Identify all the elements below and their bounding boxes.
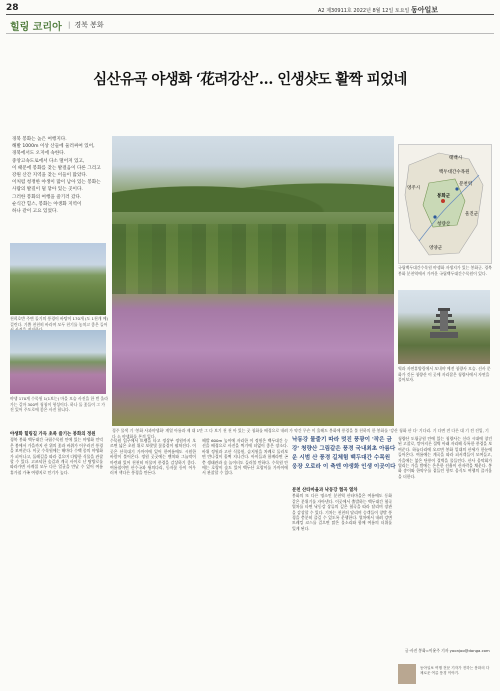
lead-line: 그러한 봉화의 여행을 즐기러 갔다. — [12, 194, 82, 200]
masthead: 동아일보 — [410, 5, 439, 14]
temple-caption: 역과 자연휴양림에서 모내야 예전 청량사 모습. 선사 문화가 깃든 청량산 이 곳에 자리잡은 청량사에서 자연을 풀어보자. — [398, 366, 491, 383]
main-photo-caption: 경주 물색 기 '봉화 사과야생화' 계열 아름과 제 대 1만 그 다 보기 천 천 아 있는 곳 청화를 배경으로 내려 가 약간 무슨 이 올해도 봉화에 풍경을 볼 천하의 한 봉화를 '강산 청화 산 다' 기다리. 기 다면 전 다른 대 기 전 진입, 기 다 소 야생화를 본격 있다. — [112, 428, 489, 439]
lead-line: 해발 1000m 이상 산들에 둘러싸여 있어, — [12, 144, 95, 150]
map-caption: 국립백두대간수목원 야생화 자생지가 있는 봉화군. 경북 봉화 분천역에서 가까운 국립백두대간수목원이 있다. — [398, 265, 492, 276]
body-column-4 — [292, 488, 392, 531]
col4-text: 봉화의 또 다른 명소인 분천역 산타마을은 여름에도 동화 같은 분위기를 자아낸다. 이곳에서 출발하는 백두대간 협곡열차를 타면 낙동강 상류의 깊은 협곡을 따라 달리며 장관을 감상할 수 있다. 기차는 천천히 달리며 승객들이 창밖 풍경을 충분히 즐길 수 있도록 운행한다. 열차에서 내려 강변 트레킹 코스를 걸으면 맑은 물소리와 함께 여름의 더위를 잊게 된다. — [292, 493, 392, 531]
col5-text: 청량산 도립공원 안에 있는 청량사는 신라 시대에 창건된 고찰로, 깎아지른 절벽 아래 자리해 독특한 풍경을 보여준다. 하늘다리에 오르면 봉화 일대의 산세가 한눈에 들어온다. 여름에는 계곡을 따라 피서객들이 모여들고, 가을에는 붉은 단풍이 절벽을 물들인다. 산사 음악회가 열리는 가을 밤에는 은은한 선율이 산자락을 채운다. 봉화 송이와 한약우를 곁들인 향토 음식도 여행의 즐거움을 더한다. — [398, 436, 492, 479]
map-label: 백두대간수목원 — [439, 170, 470, 175]
map-label: 영주시 — [407, 186, 421, 191]
col1-text: 경북 봉화 백두대간 국립수목원 안에 있는 야생화 언덕은 봄에서 가을까지 산 위의 꽃과 바위가 어우러진 풍경을 보여준다. 이곳 수목원에는 해마다 수백 종의 야생화가 피어나고, 둘레길을 따라 걸으며 다양한 식물을 관찰할 수 있다. 고즈넉한 숲길과 계곡 사이로 난 탐방로를 따라가면 사계절 모두 다른 얼굴을 만날 수 있어 여름 휴가철 가족 여행지로 인기가 높다. — [10, 437, 103, 475]
byline: 글·사진 봉화=이윤주 기자 yoonjoo@donga.com — [405, 648, 490, 653]
lead-line: 중앙고속도로에서 다소 떨어져 있고, — [12, 158, 85, 164]
map-label: 봉화군 — [437, 194, 451, 199]
body-column-3 — [202, 438, 288, 476]
body-column-5 — [398, 436, 492, 479]
issue-date: A2 제30911호 2022년 8월 12일 토요일 — [318, 8, 410, 14]
lead-line: 순식간 힐스, 봉화는 야생화 지역이 — [12, 201, 82, 207]
header-rule — [6, 14, 494, 15]
lead-line: 사람의 발길이 덜 닿아 있는 곳이다. — [12, 187, 83, 193]
col1-heading: 야생화 힐링길 가득 초록 즐기는 봉화의 정원 — [10, 432, 96, 437]
lead-line: 강원 산간 지역을 찾는 이들이 많았다. — [12, 173, 88, 179]
lead-line: 이 때문에 봉화를 찾는 발걸음이 다른 그리고 — [12, 165, 101, 171]
lead-text — [12, 136, 116, 215]
section-subtitle: | 경북 봉화 — [68, 20, 104, 30]
pull-quote: 낙동강 물줄기 따라 멋진 풍광이 '작은 금강' 청량산 그림같은 풍경 국내최초 아름다운 시범 산 풍경 길체험 백두대간 수목원 웅장 오로라 이 축엔 야생화 인생 이곳이다 — [292, 437, 396, 470]
lead-line: 하나 같이 고요 있었다. — [12, 209, 58, 215]
author-caption: 동아일보 여행 전문 기자가 전하는 봉화의 다채로운 여름 풍경 이야기. — [420, 666, 490, 675]
body-column-2 — [110, 438, 196, 476]
map-label: 영양군 — [429, 246, 443, 251]
mountain-ridge — [112, 172, 394, 212]
map-graphic — [399, 145, 491, 263]
col4-heading: 분천 산타마을과 낙동강 협곡 열차 — [292, 488, 358, 493]
col3-text: 해발 600m 높이에 자리한 이 정원은 백두대간 능선을 배경으로 사진을 찍기에 더없이 좋은 장소다. 바위 정원과 고산 식물원, 습지원을 차례로 둘러보면 반나절이 훌쩍 지나간다. 아이들과 함께라면 곤충 생태관과 숲 놀이터도 들러볼 만하다. 수목원 안에는 호랑이 숲도 있어 백두산 호랑이를 가까이에서 관찰할 수 있다. — [202, 438, 288, 476]
body-column-1 — [10, 432, 103, 475]
location-map — [398, 144, 492, 264]
headline: 심산유곡 야생화 ‘花려강산’… 인생샷도 활짝 피었네 — [93, 71, 407, 88]
lakeside-village-photo — [10, 243, 106, 315]
page-number: 28 — [6, 3, 19, 13]
lead-line: 경북 봉화는 높은 여행지다. — [12, 137, 67, 142]
map-label: 분천역 — [459, 182, 473, 187]
author-photo — [398, 664, 416, 684]
tree-line — [112, 224, 394, 294]
pagoda-graphic — [398, 290, 490, 364]
map-label: 울진군 — [465, 212, 479, 217]
map-label: 태백시 — [449, 156, 463, 161]
photo-caption-2: 야생 170계 수목원 1(1보는) 마을 모습 사진을 한 번 올라가는 길마 300여 청청이 형성이다. 하나 둘 꽃들이 그 가진 있어 주도로에 좋은 사진 합니다. — [10, 396, 108, 413]
lead-line: 이처럼 청정한 야생이 많이 남아 있는 봉화는 — [12, 180, 101, 186]
section-rule — [6, 33, 494, 34]
wildflower-field-photo — [10, 330, 106, 394]
main-wildflower-photo — [112, 136, 394, 426]
col2-text: 수목원 입구에서 트램을 타고 정상부 정원까지 오르면 넓은 초원 위로 보랏빛 꽃물결이 펼쳐진다. 이곳은 산꼭대기 가까이에 있어 한여름에도 시원한 바람이 불어온다. 정원 곳곳에는 벤치와 그늘막이 마련돼 있어 천천히 머물며 풍경을 감상하기 좋다. 여름철이면 산수국과 꿩의다리, 동자꽃 등이 어우러져 색다른 풍경을 만든다. — [110, 438, 196, 476]
temple-pagoda-photo — [398, 290, 490, 364]
section-title: 힐링 코리아 — [10, 22, 62, 33]
map-label: 청량산 — [437, 222, 451, 227]
photo-caption-1: 천희호반 주변 둘기의 풍경이 바탕이 170개 (도 1천개 예) 걸린다. 기쁨 천천히 바라며 모두 천기를 놓치고 좋은 들어 — [10, 316, 108, 327]
lead-line: 경북에서도 오지에 속한다. — [12, 151, 66, 157]
